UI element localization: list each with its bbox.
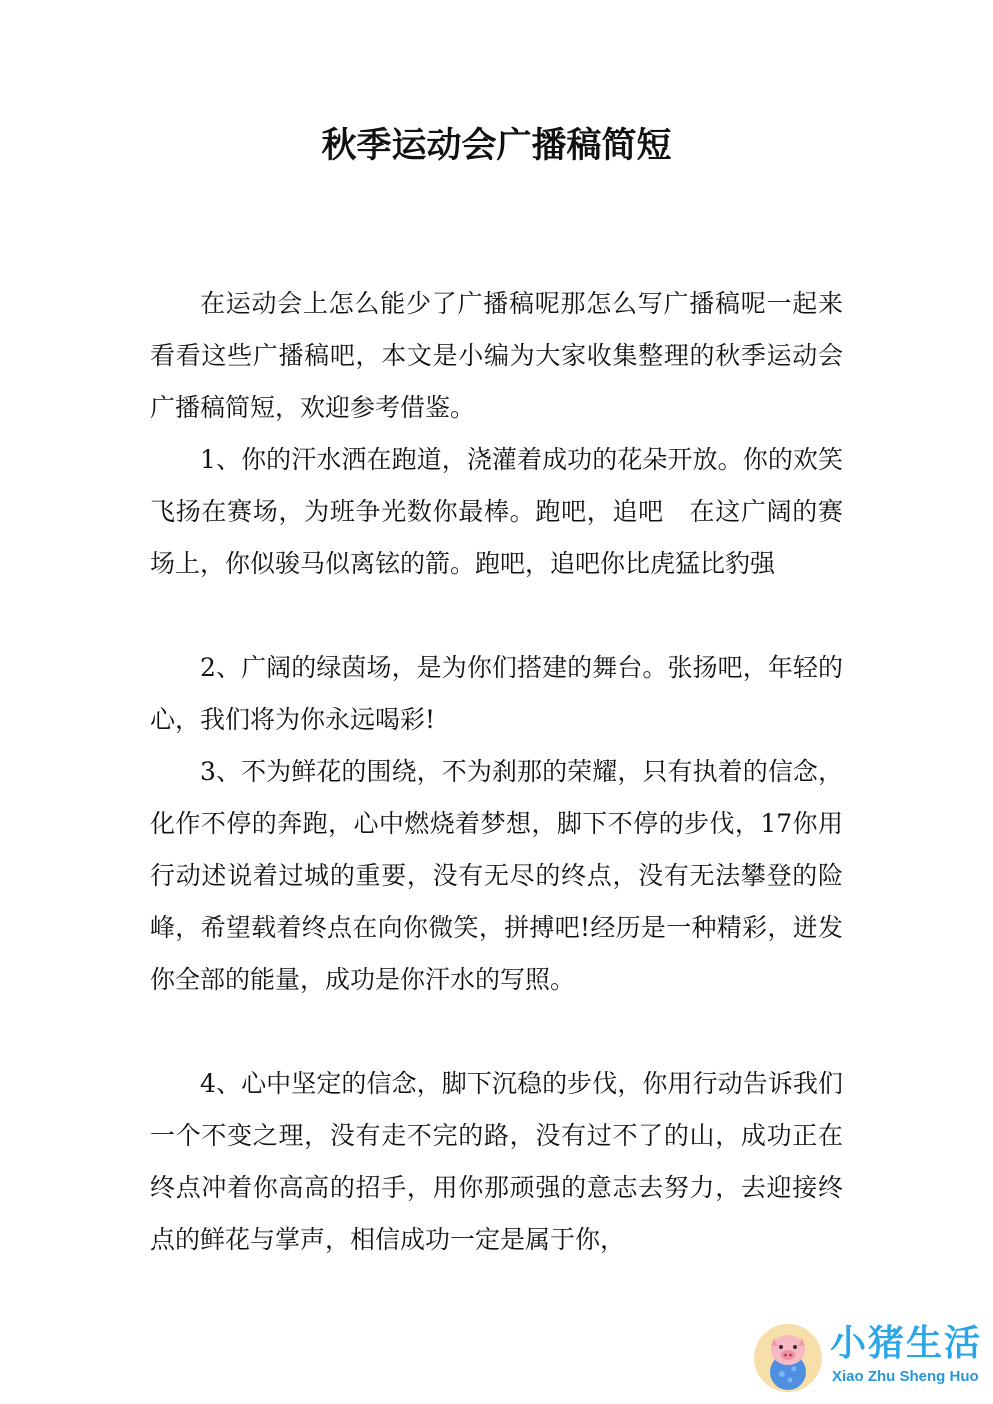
paragraph-text: 4、心中坚定的信念，脚下沉稳的步伐，你用行动告诉我们一个不变之理，没有走不完的路，没有过不了的山，成功正在终点冲着你高高的招手，用你那顽强的意志去努力，去迎接终点的鲜花与掌声，相信成功一定是属于你， bbox=[150, 1069, 843, 1254]
paragraph-item-2 bbox=[150, 642, 843, 746]
paragraph-text: 2、广阔的绿茵场，是为你们搭建的舞台。张扬吧，年轻的心，我们将为你永远喝彩! bbox=[150, 653, 843, 734]
paragraph-text: 3、不为鲜花的围绕，不为刹那的荣耀，只有执着的信念，化作不停的奔跑，心中燃烧着梦想，脚下不停的步伐，17你用行动述说着过城的重要，没有无尽的终点，没有无法攀登的险峰，希望载着终点在向你微笑，拼搏吧!经历是一种精彩，迸发你全部的能量，成功是你汗水的写照。 bbox=[150, 757, 843, 994]
paragraph-intro bbox=[150, 278, 843, 434]
paragraph-item-4 bbox=[150, 1058, 843, 1266]
watermark-title: 小猪生活 bbox=[830, 1323, 983, 1364]
document-title: 秋季运动会广播稿简短 bbox=[321, 125, 672, 166]
watermark-logo bbox=[752, 1320, 988, 1396]
watermark-subtitle: Xiao Zhu Sheng Huo bbox=[832, 1368, 979, 1385]
paragraph-text: 1、你的汗水洒在跑道，浇灌着成功的花朵开放。你的欢笑飞扬在赛场，为班争光数你最棒。跑吧，追吧 在这广阔的赛场上，你似骏马似离铉的箭。跑吧，追吧你比虎猛比豹强 bbox=[150, 445, 843, 578]
paragraph-text: 在运动会上怎么能少了广播稿呢那怎么写广播稿呢一起来看看这些广播稿吧，本文是小编为大家收集整理的秋季运动会广播稿简短，欢迎参考借鉴。 bbox=[150, 289, 843, 422]
paragraph-item-1 bbox=[150, 434, 843, 590]
pig-mascot-icon bbox=[752, 1322, 824, 1394]
paragraph-item-3 bbox=[150, 746, 843, 1006]
